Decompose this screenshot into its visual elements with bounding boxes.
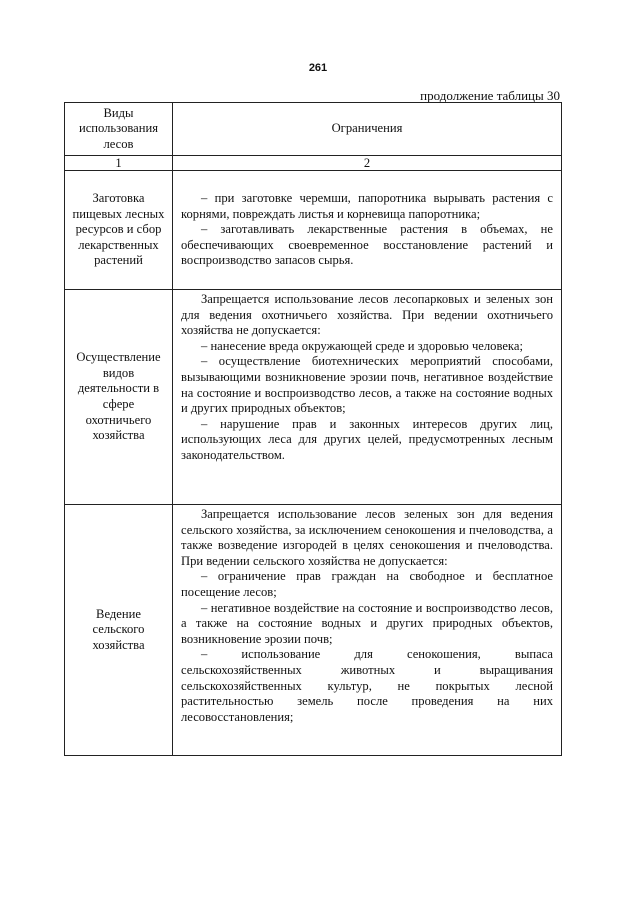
restrictions-cell	[173, 290, 562, 505]
restriction-item: – использование для сенокошения, выпаса сельскохозяйственных животных и выращивания сельскохозяйственных культур, не покрытых лесной растительностью земель после проведения на них лесовосстановления;	[181, 647, 553, 724]
restriction-intro: Запрещается использование лесов зеленых зон для ведения сельского хозяйства, за исключением сенокошения и пчеловодства, а также возведение изгородей в целях сенокошения и пчеловодства. При ведении сельского хозяйства не допускается:	[181, 507, 553, 568]
table-row	[65, 505, 562, 756]
restriction-intro: Запрещается использование лесов лесопарковых и зеленых зон для ведения охотничьего хозяйства. При ведении охотничьего хозяйства не допускается:	[181, 292, 553, 338]
restriction-item: – при заготовке черемши, папоротника вырывать растения с корнями, повреждать листья и корневища папоротника;	[181, 191, 553, 221]
forest-use-type: Ведение сельского хозяйства	[65, 505, 173, 756]
table-header-row	[65, 103, 562, 156]
restrictions-cell	[173, 171, 562, 290]
restrictions-cell	[173, 505, 562, 756]
restriction-item: – осуществление биотехнических мероприятий способами, вызывающими возникновение эрозии почв, негативное воздействие на состояние и воспроизводство лесов, а также на состояние водных и других природных объектов;	[181, 354, 553, 416]
column-number-2: 2	[173, 156, 562, 171]
column-number-row	[65, 156, 562, 171]
header-restrictions: Ограничения	[173, 103, 562, 156]
header-forest-use-types: Виды использования лесов	[65, 103, 173, 156]
restriction-item: – негативное воздействие на состояние и воспроизводство лесов, а также на состояние водных и других природных объектов, возникновение эрозии почв;	[181, 600, 553, 646]
restriction-item: – заготавливать лекарственные растения в объемах, не обеспечивающих своевременное восстановление растений и воспроизводство запасов сырья.	[181, 222, 553, 268]
table-row	[65, 290, 562, 505]
column-number-1: 1	[65, 156, 173, 171]
restrictions-table	[64, 102, 562, 756]
restriction-item: – нарушение прав и законных интересов других лиц, использующих леса для других целей, предусмотренных лесным законодательством.	[181, 416, 553, 462]
table-row	[65, 171, 562, 290]
page-number: 261	[308, 62, 328, 74]
table-continuation-label: продолжение таблицы 30	[420, 88, 560, 103]
forest-use-type: Заготовка пищевых лесных ресурсов и сбор лекарственных растений	[65, 171, 173, 290]
forest-use-type: Осуществление видов деятельности в сфере охотничьего хозяйства	[65, 290, 173, 505]
restriction-item: – нанесение вреда окружающей среде и здоровью человека;	[201, 338, 523, 353]
restriction-item: – ограничение прав граждан на свободное и бесплатное посещение лесов;	[181, 569, 553, 599]
